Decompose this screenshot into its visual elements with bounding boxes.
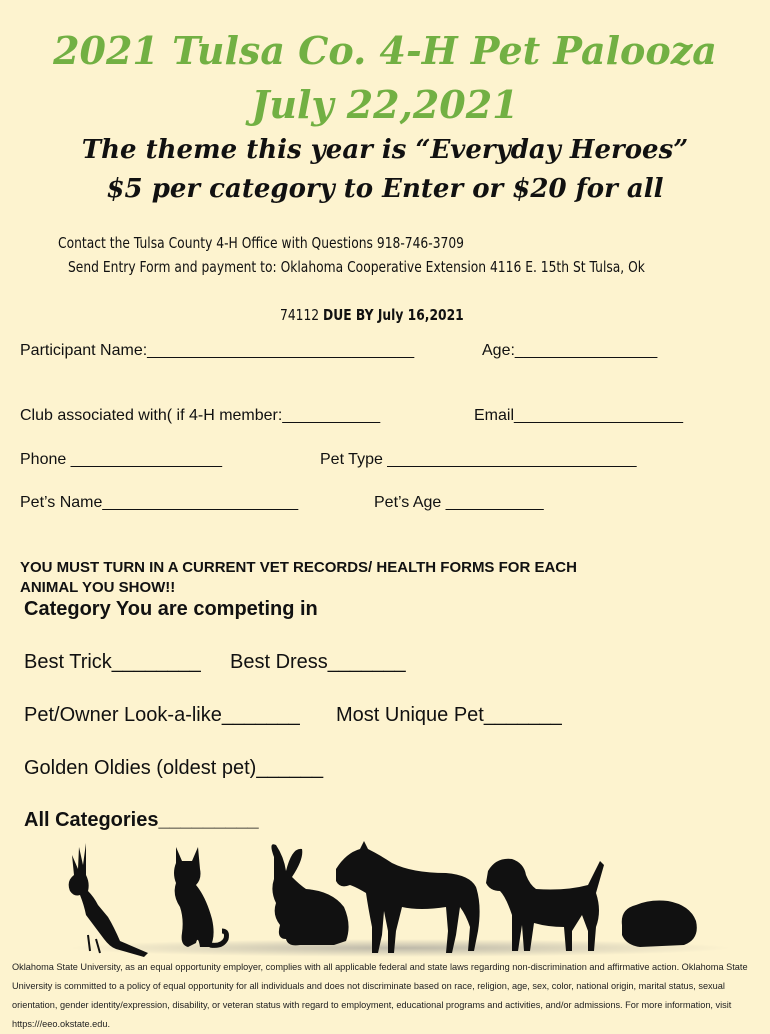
equal-opportunity-statement: Oklahoma State University, as an equal opportunity employer, complies with all applicable federal and state laws regarding non-discrimination and affirmative action. Oklahoma State University is committed to a policy of equal opportunity for all individuals and does not discriminate based on race, religion, age, sex, color, national origin, marital status, sexual orientation, gender identity/expression, disability, or veteran status with regard to employment, educational programs and activities, and/or admissions. For more information, visit https:///eeo.okstate.edu. (12, 962, 748, 1029)
guinea-pig-icon (622, 901, 697, 948)
rabbit-icon (271, 844, 348, 945)
best-dress-entry[interactable]: Best Dress_______ (230, 651, 406, 673)
dog-icon (486, 859, 604, 951)
all-categories-entry[interactable]: All Categories_________ (24, 809, 259, 831)
participant-name-field[interactable]: Participant Name:______________________________ (20, 342, 415, 359)
due-by: DUE BY July 16,2021 (323, 306, 464, 324)
pet-age-field[interactable]: Pet’s Age ___________ (374, 494, 544, 511)
email-field[interactable]: Email___________________ (474, 407, 684, 424)
horse-icon (336, 841, 480, 953)
notice-line-1: YOU MUST TURN IN A CURRENT VET RECORDS/ HEALTH FORMS FOR EACH (20, 559, 577, 576)
event-title: 2021 Tulsa Co. 4-H Pet Palooza (53, 28, 717, 73)
send-to-line: Send Entry Form and payment to: Oklahoma Cooperative Extension 4116 E. 15th St Tulsa, Ok (68, 258, 645, 276)
best-trick-entry[interactable]: Best Trick________ (24, 651, 201, 673)
cockatiel-icon (69, 843, 148, 957)
golden-oldies-entry[interactable]: Golden Oldies (oldest pet)______ (24, 757, 324, 779)
vet-records-notice (20, 558, 577, 598)
phone-field[interactable]: Phone _________________ (20, 451, 222, 468)
contact-line: Contact the Tulsa County 4-H Office with Questions 918-746-3709 (58, 234, 465, 252)
zip-code: 74112 (280, 306, 324, 324)
fee-line: $5 per category to Enter or $20 for all (106, 174, 664, 204)
pet-name-field[interactable]: Pet’s Name______________________ (20, 494, 299, 511)
age-field[interactable]: Age:________________ (482, 342, 658, 359)
most-unique-entry[interactable]: Most Unique Pet_______ (336, 704, 562, 726)
look-alike-entry[interactable]: Pet/Owner Look-a-like_______ (24, 704, 300, 726)
notice-line-2: ANIMAL YOU SHOW!! (20, 579, 176, 596)
due-date-line (280, 306, 464, 324)
pet-type-field[interactable]: Pet Type ____________________________ (320, 451, 637, 468)
category-heading: Category You are competing in (24, 598, 318, 620)
event-date: July 22,2021 (251, 82, 519, 127)
theme-line: The theme this year is “Everyday Heroes” (81, 135, 689, 165)
animal-silhouettes (0, 835, 770, 960)
cat-icon (174, 847, 227, 947)
club-field[interactable]: Club associated with( if 4-H member:___________ (20, 407, 381, 424)
